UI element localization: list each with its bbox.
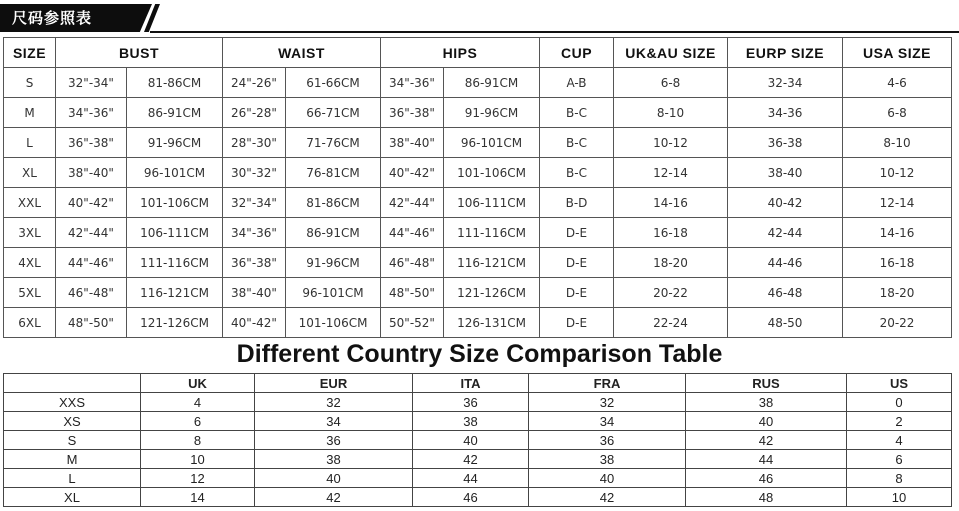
- cell-hips-in: 42"-44": [381, 188, 444, 218]
- cell-size-value: 40: [686, 412, 847, 431]
- cell-hips-cm: 111-116CM: [444, 218, 540, 248]
- header-bust: BUST: [56, 38, 223, 68]
- cell-bust-cm: 91-96CM: [127, 128, 223, 158]
- cell-usa: 6-8: [843, 98, 952, 128]
- header-banner: [0, 0, 959, 38]
- cell-waist-in: 40"-42": [223, 308, 286, 338]
- cell-size-value: 44: [413, 469, 529, 488]
- header-usa-size: USA SIZE: [843, 38, 952, 68]
- cell-bust-in: 44"-46": [56, 248, 127, 278]
- comparison-body: [4, 393, 952, 507]
- cell-size-value: 40: [255, 469, 413, 488]
- cell-waist-cm: 91-96CM: [286, 248, 381, 278]
- cell-ukau: 14-16: [614, 188, 728, 218]
- cell-size-value: 34: [529, 412, 686, 431]
- cell-hips-cm: 101-106CM: [444, 158, 540, 188]
- cell-hips-cm: 116-121CM: [444, 248, 540, 278]
- cell-bust-cm: 106-111CM: [127, 218, 223, 248]
- cell-hips-in: 50"-52": [381, 308, 444, 338]
- cell-eurp: 38-40: [728, 158, 843, 188]
- cell-bust-in: 48"-50": [56, 308, 127, 338]
- cell-size: L: [4, 128, 56, 158]
- cell-eurp: 44-46: [728, 248, 843, 278]
- cell-waist-cm: 101-106CM: [286, 308, 381, 338]
- table-row: [4, 98, 952, 128]
- table-row: [4, 278, 952, 308]
- cell-hips-in: 38"-40": [381, 128, 444, 158]
- cell-ukau: 18-20: [614, 248, 728, 278]
- cell-bust-in: 34"-36": [56, 98, 127, 128]
- table-row: [4, 308, 952, 338]
- cell-waist-cm: 61-66CM: [286, 68, 381, 98]
- cell-bust-cm: 111-116CM: [127, 248, 223, 278]
- cell-hips-cm: 96-101CM: [444, 128, 540, 158]
- size-chart-header-row: [4, 38, 952, 68]
- cell-ukau: 8-10: [614, 98, 728, 128]
- cell-size-value: 6: [847, 450, 952, 469]
- cell-usa: 16-18: [843, 248, 952, 278]
- cell-waist-in: 36"-38": [223, 248, 286, 278]
- table-row: [4, 412, 952, 431]
- cell-size-value: 44: [686, 450, 847, 469]
- header-size: SIZE: [4, 38, 56, 68]
- size-chart-table: [3, 37, 952, 338]
- cell-ukau: 10-12: [614, 128, 728, 158]
- cell-cup: B-C: [540, 128, 614, 158]
- cell-ukau: 20-22: [614, 278, 728, 308]
- cell-size-value: 38: [686, 393, 847, 412]
- cell-bust-cm: 116-121CM: [127, 278, 223, 308]
- cell-hips-in: 36"-38": [381, 98, 444, 128]
- cell-waist-in: 30"-32": [223, 158, 286, 188]
- header-country: RUS: [686, 374, 847, 393]
- table-row: [4, 158, 952, 188]
- cell-size-value: 4: [141, 393, 255, 412]
- cell-size-value: 36: [255, 431, 413, 450]
- cell-waist-in: 24"-26": [223, 68, 286, 98]
- cell-cup: D-E: [540, 248, 614, 278]
- cell-usa: 8-10: [843, 128, 952, 158]
- cell-size-value: 36: [529, 431, 686, 450]
- cell-bust-cm: 101-106CM: [127, 188, 223, 218]
- cell-waist-cm: 96-101CM: [286, 278, 381, 308]
- cell-size-value: 46: [686, 469, 847, 488]
- table-row: [4, 488, 952, 507]
- header-ukau-size: UK&AU SIZE: [614, 38, 728, 68]
- cell-size: 5XL: [4, 278, 56, 308]
- table-row: [4, 431, 952, 450]
- cell-waist-cm: 86-91CM: [286, 218, 381, 248]
- header-eurp-size: EURP SIZE: [728, 38, 843, 68]
- cell-waist-cm: 71-76CM: [286, 128, 381, 158]
- cell-size-value: 38: [529, 450, 686, 469]
- comparison-header-row: [4, 374, 952, 393]
- cell-size-label: L: [4, 469, 141, 488]
- cell-size: M: [4, 98, 56, 128]
- cell-cup: D-E: [540, 308, 614, 338]
- cell-ukau: 12-14: [614, 158, 728, 188]
- cell-size-value: 32: [255, 393, 413, 412]
- cell-usa: 20-22: [843, 308, 952, 338]
- cell-hips-in: 34"-36": [381, 68, 444, 98]
- cell-size-value: 12: [141, 469, 255, 488]
- header-cup: CUP: [540, 38, 614, 68]
- cell-waist-cm: 76-81CM: [286, 158, 381, 188]
- cell-bust-in: 46"-48": [56, 278, 127, 308]
- cell-eurp: 36-38: [728, 128, 843, 158]
- cell-hips-cm: 126-131CM: [444, 308, 540, 338]
- cell-size-value: 42: [255, 488, 413, 507]
- header-blank: [4, 374, 141, 393]
- cell-waist-in: 34"-36": [223, 218, 286, 248]
- cell-size-value: 40: [413, 431, 529, 450]
- cell-size-value: 2: [847, 412, 952, 431]
- cell-hips-cm: 86-91CM: [444, 68, 540, 98]
- cell-size: XL: [4, 158, 56, 188]
- cell-cup: A-B: [540, 68, 614, 98]
- cell-waist-in: 28"-30": [223, 128, 286, 158]
- table-row: [4, 450, 952, 469]
- header-country: EUR: [255, 374, 413, 393]
- cell-hips-cm: 106-111CM: [444, 188, 540, 218]
- country-comparison-table: [3, 373, 952, 507]
- cell-size-value: 34: [255, 412, 413, 431]
- cell-size-value: 46: [413, 488, 529, 507]
- cell-size-value: 8: [847, 469, 952, 488]
- cell-waist-in: 26"-28": [223, 98, 286, 128]
- header-country: US: [847, 374, 952, 393]
- cell-size-value: 10: [141, 450, 255, 469]
- cell-size-value: 8: [141, 431, 255, 450]
- cell-waist-cm: 66-71CM: [286, 98, 381, 128]
- cell-ukau: 16-18: [614, 218, 728, 248]
- cell-size-label: S: [4, 431, 141, 450]
- banner-title: 尺码参照表: [12, 9, 93, 27]
- cell-cup: D-E: [540, 218, 614, 248]
- cell-size-value: 42: [529, 488, 686, 507]
- cell-eurp: 34-36: [728, 98, 843, 128]
- header-country: FRA: [529, 374, 686, 393]
- header-waist: WAIST: [223, 38, 381, 68]
- cell-waist-cm: 81-86CM: [286, 188, 381, 218]
- cell-usa: 4-6: [843, 68, 952, 98]
- cell-usa: 18-20: [843, 278, 952, 308]
- cell-usa: 14-16: [843, 218, 952, 248]
- table-row: [4, 393, 952, 412]
- cell-size-value: 6: [141, 412, 255, 431]
- cell-hips-in: 40"-42": [381, 158, 444, 188]
- cell-hips-in: 44"-46": [381, 218, 444, 248]
- cell-bust-in: 32"-34": [56, 68, 127, 98]
- cell-cup: B-D: [540, 188, 614, 218]
- cell-bust-in: 38"-40": [56, 158, 127, 188]
- header-hips: HIPS: [381, 38, 540, 68]
- cell-size-value: 48: [686, 488, 847, 507]
- cell-usa: 12-14: [843, 188, 952, 218]
- cell-size-value: 10: [847, 488, 952, 507]
- cell-bust-in: 42"-44": [56, 218, 127, 248]
- cell-waist-in: 32"-34": [223, 188, 286, 218]
- cell-bust-cm: 96-101CM: [127, 158, 223, 188]
- table-row: [4, 68, 952, 98]
- size-chart-body: [4, 68, 952, 338]
- banner-underline: [150, 31, 959, 33]
- cell-size: S: [4, 68, 56, 98]
- cell-size: 3XL: [4, 218, 56, 248]
- cell-eurp: 48-50: [728, 308, 843, 338]
- cell-size-value: 42: [413, 450, 529, 469]
- cell-bust-cm: 86-91CM: [127, 98, 223, 128]
- cell-size-label: XL: [4, 488, 141, 507]
- cell-size-value: 14: [141, 488, 255, 507]
- cell-size-value: 4: [847, 431, 952, 450]
- header-country: UK: [141, 374, 255, 393]
- cell-size: 6XL: [4, 308, 56, 338]
- cell-bust-in: 36"-38": [56, 128, 127, 158]
- cell-size-value: 40: [529, 469, 686, 488]
- cell-hips-cm: 91-96CM: [444, 98, 540, 128]
- cell-size-value: 0: [847, 393, 952, 412]
- cell-cup: D-E: [540, 278, 614, 308]
- table-row: [4, 188, 952, 218]
- cell-size-label: XXS: [4, 393, 141, 412]
- cell-eurp: 42-44: [728, 218, 843, 248]
- cell-bust-cm: 121-126CM: [127, 308, 223, 338]
- cell-size-value: 36: [413, 393, 529, 412]
- cell-cup: B-C: [540, 158, 614, 188]
- header-country: ITA: [413, 374, 529, 393]
- cell-size-label: M: [4, 450, 141, 469]
- cell-cup: B-C: [540, 98, 614, 128]
- cell-hips-in: 46"-48": [381, 248, 444, 278]
- table-row: [4, 248, 952, 278]
- cell-ukau: 6-8: [614, 68, 728, 98]
- cell-size-value: 38: [255, 450, 413, 469]
- cell-size-value: 38: [413, 412, 529, 431]
- cell-size-value: 42: [686, 431, 847, 450]
- cell-eurp: 32-34: [728, 68, 843, 98]
- table-row: [4, 218, 952, 248]
- cell-size-value: 32: [529, 393, 686, 412]
- cell-waist-in: 38"-40": [223, 278, 286, 308]
- cell-ukau: 22-24: [614, 308, 728, 338]
- cell-hips-in: 48"-50": [381, 278, 444, 308]
- cell-eurp: 40-42: [728, 188, 843, 218]
- comparison-title: Different Country Size Comparison Table: [236, 340, 723, 368]
- cell-size-label: XS: [4, 412, 141, 431]
- cell-size: XXL: [4, 188, 56, 218]
- cell-eurp: 46-48: [728, 278, 843, 308]
- table-row: [4, 128, 952, 158]
- cell-bust-in: 40"-42": [56, 188, 127, 218]
- table-row: [4, 469, 952, 488]
- cell-size: 4XL: [4, 248, 56, 278]
- cell-hips-cm: 121-126CM: [444, 278, 540, 308]
- cell-bust-cm: 81-86CM: [127, 68, 223, 98]
- cell-usa: 10-12: [843, 158, 952, 188]
